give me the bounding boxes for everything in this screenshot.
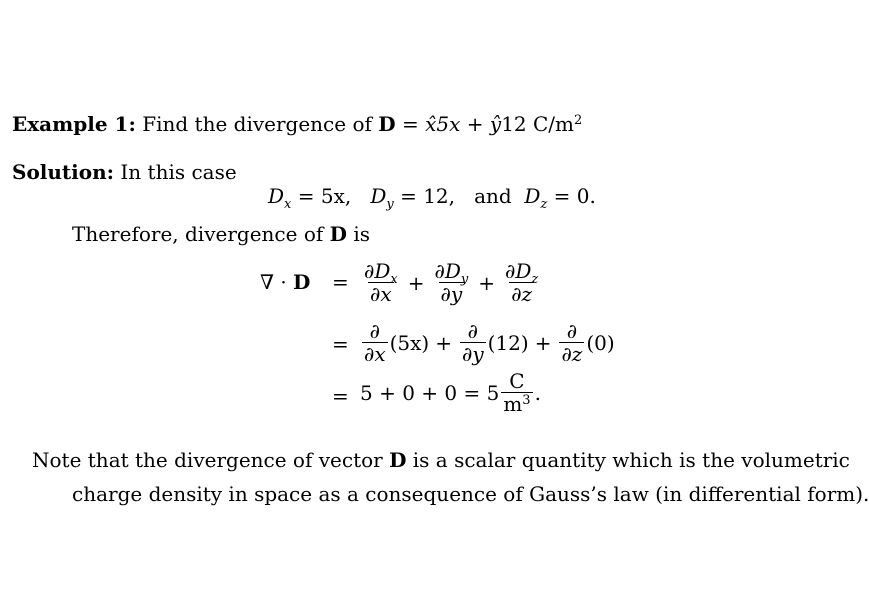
partial-x	[362, 320, 388, 365]
plus-sign: +	[407, 270, 425, 295]
example-statement	[12, 112, 582, 136]
partial-y	[460, 320, 486, 365]
exponent: 2	[574, 113, 583, 128]
solution-label: Solution:	[12, 160, 115, 184]
numerator: ∂	[369, 319, 380, 343]
solution-text: In this case	[120, 160, 237, 184]
unit-fraction	[501, 370, 532, 415]
solution-intro	[12, 160, 237, 184]
denominator: ∂z	[561, 342, 583, 366]
plus-sign: +	[534, 330, 552, 355]
therefore-statement	[72, 222, 370, 246]
dz-value: = 0.	[547, 184, 596, 208]
plus-sign: +	[435, 330, 452, 355]
term-5x: 5x	[436, 112, 461, 136]
numerator: ∂D	[364, 259, 391, 283]
unit-vector-y: ŷ	[489, 112, 502, 136]
nabla-dot: ∇ ·	[260, 270, 287, 294]
equals-sign: =	[332, 384, 349, 408]
plus-sign: +	[478, 270, 496, 295]
vector-d: D	[389, 448, 407, 472]
argument: (0)	[586, 330, 615, 355]
dx-subscript: x	[284, 197, 292, 212]
subscript: y	[460, 272, 469, 287]
dz-subscript: z	[540, 197, 548, 212]
numerator: ∂D	[505, 259, 532, 283]
fraction-dz	[503, 260, 540, 305]
numerator: ∂	[467, 319, 478, 343]
vector-d: D	[378, 112, 396, 136]
therefore-text: Therefore, divergence of	[72, 222, 324, 246]
example-label: Example 1:	[12, 112, 136, 136]
vector-d: D	[329, 222, 347, 246]
numerator: ∂	[566, 319, 578, 343]
plus-sign: +	[466, 112, 484, 136]
vector-d: D	[293, 270, 311, 294]
equals-sign: =	[332, 332, 349, 356]
equation-row-3	[360, 370, 541, 415]
numerator: ∂D	[434, 259, 461, 283]
note-text: is a scalar quantity which is the volumetric	[412, 448, 850, 472]
note-text: Note that the divergence of vector	[32, 448, 383, 472]
dy-symbol: D	[370, 184, 387, 208]
dx-value: = 5x,	[291, 184, 352, 208]
subscript: x	[390, 272, 398, 287]
sum-result: 5 + 0 + 0 = 5	[360, 380, 500, 405]
dy-subscript: y	[386, 197, 394, 212]
argument: (5x)	[389, 330, 430, 355]
argument: (12)	[487, 330, 529, 355]
denominator: ∂y	[462, 342, 484, 366]
term-12: 12 C/m	[501, 112, 574, 136]
component-definitions	[268, 184, 596, 212]
note-line-1	[32, 448, 850, 472]
fraction-dx	[362, 260, 400, 305]
note-line-2: charge density in space as a consequence of Gauss’s law (in differential form).	[72, 482, 869, 506]
therefore-tail: is	[353, 222, 370, 246]
example-text: Find the divergence of	[142, 112, 372, 136]
denominator: ∂y	[440, 282, 463, 306]
unit-exponent: 3	[522, 393, 531, 408]
denominator: ∂x	[364, 342, 386, 366]
unit-denominator: m	[503, 392, 523, 416]
dx-symbol: D	[268, 184, 285, 208]
equation-row-1	[360, 260, 542, 305]
denominator: ∂z	[511, 282, 533, 306]
equals-sign: =	[401, 112, 419, 136]
fraction-dy	[433, 260, 471, 305]
equation-row-2	[360, 320, 615, 365]
period: .	[534, 380, 541, 405]
denominator: ∂x	[370, 282, 392, 306]
and-word: and	[474, 184, 512, 208]
subscript: z	[531, 272, 539, 287]
unit-numerator: C	[509, 369, 525, 393]
equals-sign: =	[332, 270, 349, 294]
dz-symbol: D	[524, 184, 541, 208]
dy-value: = 12,	[393, 184, 455, 208]
divergence-lhs	[260, 270, 310, 294]
unit-vector-x: x̂	[425, 112, 437, 136]
partial-z	[559, 320, 584, 365]
